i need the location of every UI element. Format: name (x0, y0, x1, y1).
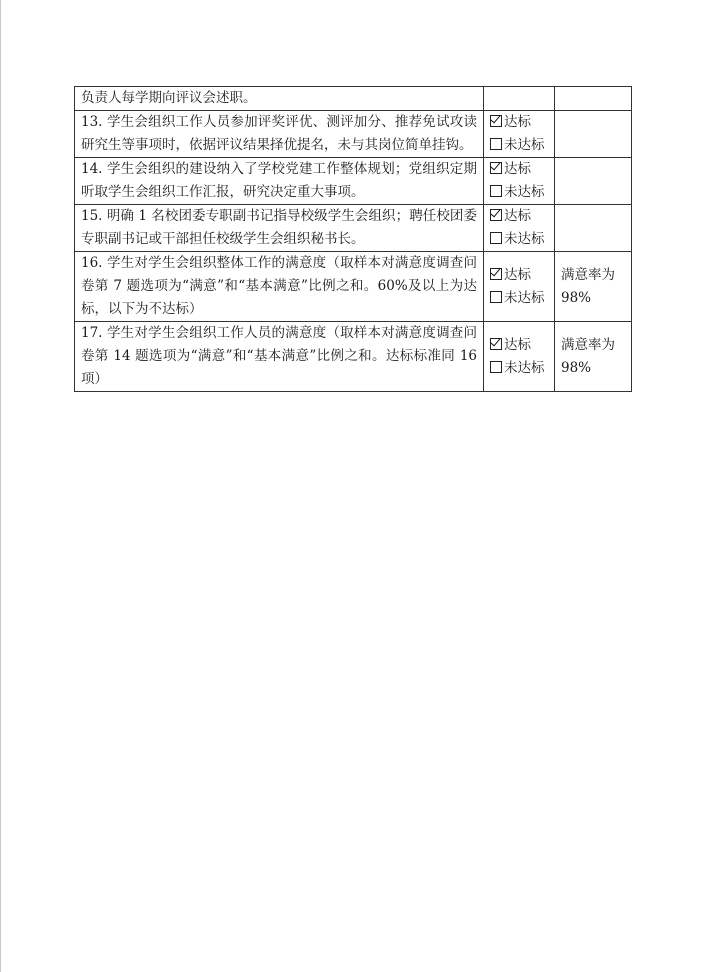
satisfaction-rate: 满意率为98% (561, 266, 615, 306)
table-row (75, 87, 632, 111)
criterion-text: 15. 明确 1 名校团委专职副书记指导校级学生会组织；聘任校团委专职副书记或干部担任校级学生会组织秘书长。 (75, 205, 484, 252)
fail-option[interactable] (490, 181, 548, 204)
page-left-edge (0, 0, 1, 972)
pass-label: 达标 (504, 336, 531, 353)
result-cell (484, 322, 555, 392)
unchecked-box-icon[interactable] (490, 232, 502, 244)
criterion-text: 16. 学生对学生会组织整体工作的满意度（取样本对满意度调查问卷第 7 题选项为“满意”和“基本满意”比例之和。60%及以上为达标，以下为不达标） (75, 252, 484, 322)
unchecked-box-icon[interactable] (490, 291, 502, 303)
criterion-text: 17. 学生对学生会组织工作人员的满意度（取样本对满意度调查问卷第 14 题选项为“满意”和“基本满意”比例之和。达标标准同 16 项） (75, 322, 484, 392)
criterion-text: 14. 学生会组织的建设纳入了学校党建工作整体规划；党组织定期听取学生会组织工作汇报，研究决定重大事项。 (75, 158, 484, 205)
result-cell (484, 111, 555, 158)
criterion-text: 13. 学生会组织工作人员参加评奖评优、测评加分、推荐免试攻读研究生等事项时，依据评议结果择优提名，未与其岗位简单挂钩。 (75, 111, 484, 158)
pass-label: 达标 (504, 208, 531, 224)
checked-box-icon[interactable] (490, 338, 502, 350)
evaluation-table (74, 86, 632, 392)
table-row (75, 158, 632, 205)
note-cell (555, 158, 632, 205)
unchecked-box-icon[interactable] (490, 185, 502, 197)
pass-option[interactable] (490, 111, 548, 134)
note-cell (555, 205, 632, 252)
table-row (75, 322, 632, 392)
fail-option[interactable] (490, 357, 548, 380)
result-cell (484, 87, 555, 111)
fail-option[interactable] (490, 134, 548, 157)
table-row (75, 205, 632, 252)
unchecked-box-icon[interactable] (490, 361, 502, 373)
pass-label: 达标 (504, 114, 531, 130)
criterion-text: 负责人每学期向评议会述职。 (75, 87, 484, 111)
checked-box-icon[interactable] (490, 115, 502, 127)
note-cell (555, 322, 632, 392)
table-row (75, 252, 632, 322)
checked-box-icon[interactable] (490, 162, 502, 174)
unchecked-box-icon[interactable] (490, 138, 502, 150)
satisfaction-rate: 满意率为98% (561, 336, 615, 376)
fail-label: 未达标 (504, 359, 545, 376)
note-cell (555, 111, 632, 158)
note-cell (555, 87, 632, 111)
result-cell (484, 252, 555, 322)
fail-option[interactable] (490, 287, 548, 310)
note-cell (555, 252, 632, 322)
pass-option[interactable] (490, 264, 548, 287)
fail-label: 未达标 (504, 289, 545, 306)
result-cell (484, 158, 555, 205)
checked-box-icon[interactable] (490, 268, 502, 280)
pass-label: 达标 (504, 266, 531, 283)
table-row (75, 111, 632, 158)
pass-option[interactable] (490, 158, 548, 181)
fail-label: 未达标 (504, 231, 545, 247)
fail-label: 未达标 (504, 137, 545, 153)
pass-option[interactable] (490, 334, 548, 357)
fail-option[interactable] (490, 228, 548, 251)
pass-option[interactable] (490, 205, 548, 228)
result-cell (484, 205, 555, 252)
checked-box-icon[interactable] (490, 209, 502, 221)
pass-label: 达标 (504, 161, 531, 177)
fail-label: 未达标 (504, 184, 545, 200)
